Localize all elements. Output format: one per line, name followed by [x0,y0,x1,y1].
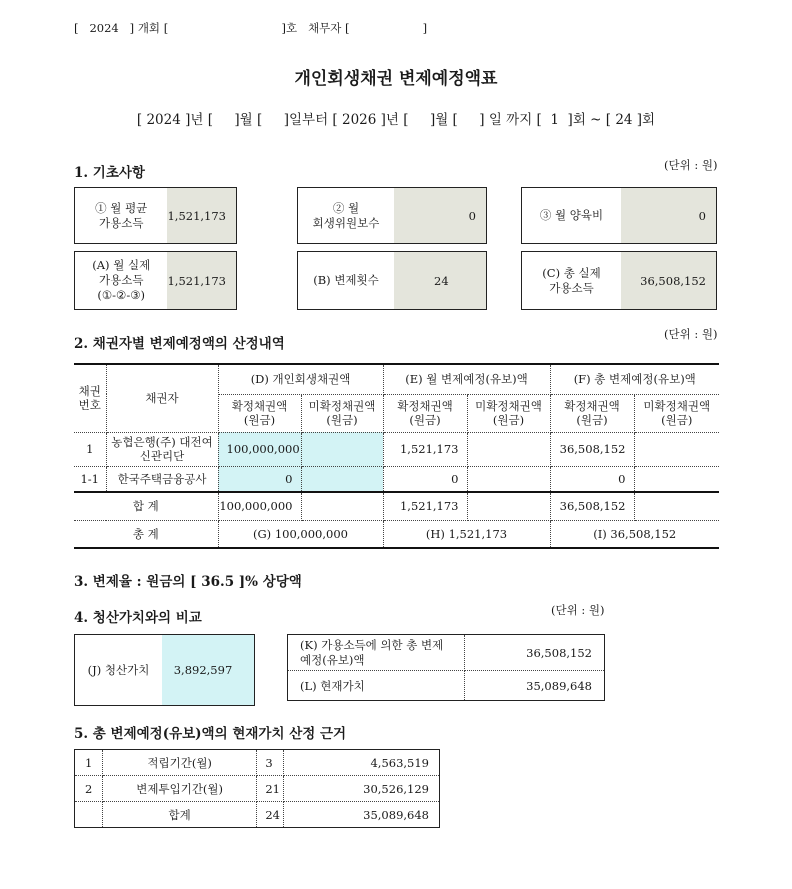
total-h: (H) 1,521,173 [383,520,550,548]
sum-e-confirmed: 1,521,173 [383,492,467,520]
basic-box-avg-income [74,187,237,244]
sum-label: 합 계 [74,492,218,520]
sum-row [74,492,719,520]
pv-row-no: 2 [75,776,103,802]
sub-header-unconfirmed: 미확정채권액 (원금) [467,394,550,432]
col-header-no: 채권 번호 [74,364,106,432]
sum-d-unconfirmed [301,492,383,520]
basic-box-repay-count [297,251,487,310]
sub-header-confirmed: 확정채권액 (원금) [383,394,467,432]
row-creditor: 한국주택금융공사 [106,466,218,492]
liquidation-value-label: (J) 청산가치 [87,662,150,677]
case-header: [ 2024 ] 개회 [ ]호 채무자 [ ] [74,21,428,35]
avg-income-value: 1,521,173 [167,188,236,243]
section5-heading: 5. 총 변제예정(유보)액의 현재가치 산정 근거 [74,726,347,742]
unit-label-4: (단위 : 원) [551,603,605,617]
child-support-label: ③ 월 양육비 [539,208,604,222]
unit-label: (단위 : 원) [664,158,718,172]
row-d-unconfirmed[interactable] [301,432,383,466]
total-income-value: 36,508,152 [621,252,716,309]
basic-box-actual-income [74,251,237,310]
row-no: 1-1 [74,466,106,492]
sub-header-unconfirmed: 미확정채권액 (원금) [301,394,383,432]
sub-header-confirmed: 확정채권액 (원금) [218,394,301,432]
col-header-creditor: 채권자 [106,364,218,432]
sum-e-unconfirmed [467,492,550,520]
row-f-unconfirmed [634,466,719,492]
sub-header-confirmed: 확정채권액 (원금) [550,394,634,432]
repay-count-value: 24 [394,252,486,309]
total-g: (G) 100,000,000 [218,520,383,548]
total-label: 총 계 [74,520,218,548]
basic-box-total-income [521,251,717,310]
row-no: 1 [74,432,106,466]
trustee-fee-value: 0 [394,188,486,243]
row-f-confirmed: 36,508,152 [550,432,634,466]
comparison-table [287,634,605,701]
unit-label-2: (단위 : 원) [664,327,718,341]
table-row [75,750,440,776]
pv-row-value: 35,089,648 [284,802,440,828]
total-row [74,520,719,548]
repayment-period: [ 2024 ]년 [ ]월 [ ]일부터 [ 2026 ]년 [ ]월 [ ] 일 까지 [ 1 ]회 ~ [ 24 ]회 [136,112,656,128]
section4-heading: 4. 청산가치와의 비교 [74,610,202,626]
trustee-fee-label: ② 월 회생위원보수 [312,200,380,230]
creditor-table [74,363,719,549]
l-value: 35,089,648 [465,671,605,701]
child-support-value: 0 [621,188,716,243]
pv-row-no: 1 [75,750,103,776]
pv-row-months: 21 [257,776,284,802]
sum-f-unconfirmed [634,492,719,520]
present-value-table [74,749,440,828]
pv-row-label: 변제투입기간(월) [102,776,256,802]
row-creditor: 농협은행(주) 대전여 신관리단 [106,432,218,466]
row-d-confirmed[interactable]: 0 [218,466,301,492]
sub-header-unconfirmed: 미확정채권액 (원금) [634,394,719,432]
total-i: (I) 36,508,152 [550,520,719,548]
col-group-f: (F) 총 변제예정(유보)액 [550,364,719,394]
table-row [75,802,440,828]
avg-income-label: ① 월 평균 가용소득 [95,200,148,230]
liquidation-value-box [74,634,255,706]
row-f-confirmed: 0 [550,466,634,492]
repay-count-label: (B) 변제횟수 [313,273,379,287]
liquidation-value: 3,892,597 [162,635,254,705]
row-e-confirmed: 0 [383,466,467,492]
row-f-unconfirmed [634,432,719,466]
basic-box-child-support [521,187,717,244]
row-e-confirmed: 1,521,173 [383,432,467,466]
pv-row-months: 3 [257,750,284,776]
row-d-confirmed[interactable]: 100,000,000 [218,432,301,466]
section2-heading: 2. 채권자별 변제예정액의 산정내역 [74,336,285,352]
l-label: (L) 현재가치 [288,671,465,701]
section3-heading: 3. 변제율 : 원금의 [ 36.5 ]% 상당액 [74,574,302,590]
document-title: 개인회생채권 변제예정액표 [294,69,498,89]
pv-row-value: 30,526,129 [284,776,440,802]
table-row [75,776,440,802]
col-group-e: (E) 월 변제예정(유보)액 [383,364,550,394]
pv-row-no [75,802,103,828]
sum-d-confirmed: 100,000,000 [218,492,301,520]
row-e-unconfirmed [467,432,550,466]
actual-income-value: 1,521,173 [167,252,236,309]
col-group-d: (D) 개인회생채권액 [218,364,383,394]
k-value: 36,508,152 [465,635,605,671]
basic-box-trustee-fee [297,187,487,244]
total-income-label: (C) 총 실제 가용소득 [542,265,601,295]
table-row [74,432,719,466]
pv-row-months: 24 [257,802,284,828]
pv-row-value: 4,563,519 [284,750,440,776]
k-label: (K) 가용소득에 의한 총 변제 예정(유보)액 [288,635,465,671]
pv-row-label: 합계 [102,802,256,828]
row-e-unconfirmed [467,466,550,492]
sum-f-confirmed: 36,508,152 [550,492,634,520]
table-row [74,466,719,492]
actual-income-label: (A) 월 실제 가용소득 (①-②-③) [92,258,151,302]
row-d-unconfirmed[interactable] [301,466,383,492]
pv-row-label: 적립기간(월) [102,750,256,776]
section1-heading: 1. 기초사항 [74,165,145,181]
